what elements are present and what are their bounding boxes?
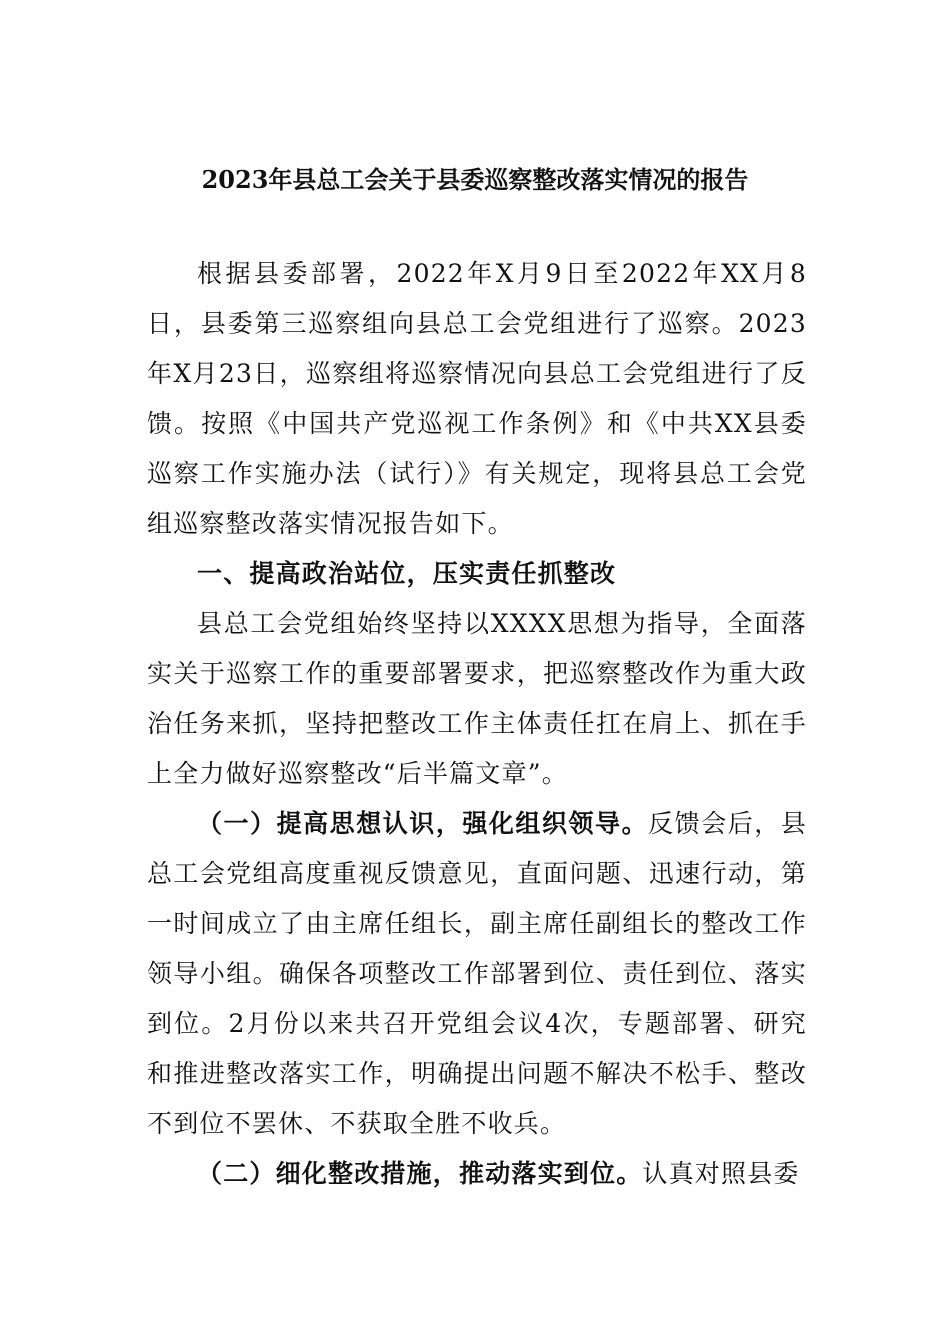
subsection-text-2: 认真对照县委 — [642, 1159, 800, 1188]
section-paragraph: 县总工会党组始终坚持以XXXX思想为指导，全面落实关于巡察工作的重要部署要求，把巡察整改作为重大政治任务来抓，坚持把整改工作主体责任扛在肩上、抓在手上全力做好巡察整改“后半篇文章”。 — [147, 609, 807, 788]
document-body — [147, 249, 807, 1199]
subsection-paragraph-2 — [147, 1149, 807, 1199]
section-heading: 一、提高政治站位，压实责任抓整改 — [197, 559, 617, 588]
intro-paragraph: 根据县委部署，2022年X月9日至2022年XX月8日，县委第三巡察组向县总工会党组进行了巡察。2023年X月23日，巡察组将巡察情况向县总工会党组进行了反馈。按照《中国共产党巡视工作条例》和《中共XX县委巡察工作实施办法（试行）》有关规定，现将县总工会党组巡察整改落实情况报告如下。 — [147, 259, 807, 538]
subsection-paragraph-1 — [147, 799, 807, 1149]
subsection-text-1: 反馈会后，县总工会党组高度重视反馈意见，直面问题、迅速行动，第一时间成立了由主席任组长，副主席任副组长的整改工作领导小组。确保各项整改工作部署到位、责任到位、落实到位。2月份以来共召开党组会议4次，专题部署、研究和推进整改落实工作，明确提出问题不解决不松手、整改不到位不罢休、不获取全胜不收兵。 — [147, 809, 808, 1138]
document-title: 2023年县总工会关于县委巡察整改落实情况的报告 — [201, 165, 749, 194]
subsection-lead-1: （一）提高思想认识，强化组织领导。 — [197, 809, 649, 838]
subsection-lead-2: （二）细化整改措施，推动落实到位。 — [197, 1159, 643, 1188]
